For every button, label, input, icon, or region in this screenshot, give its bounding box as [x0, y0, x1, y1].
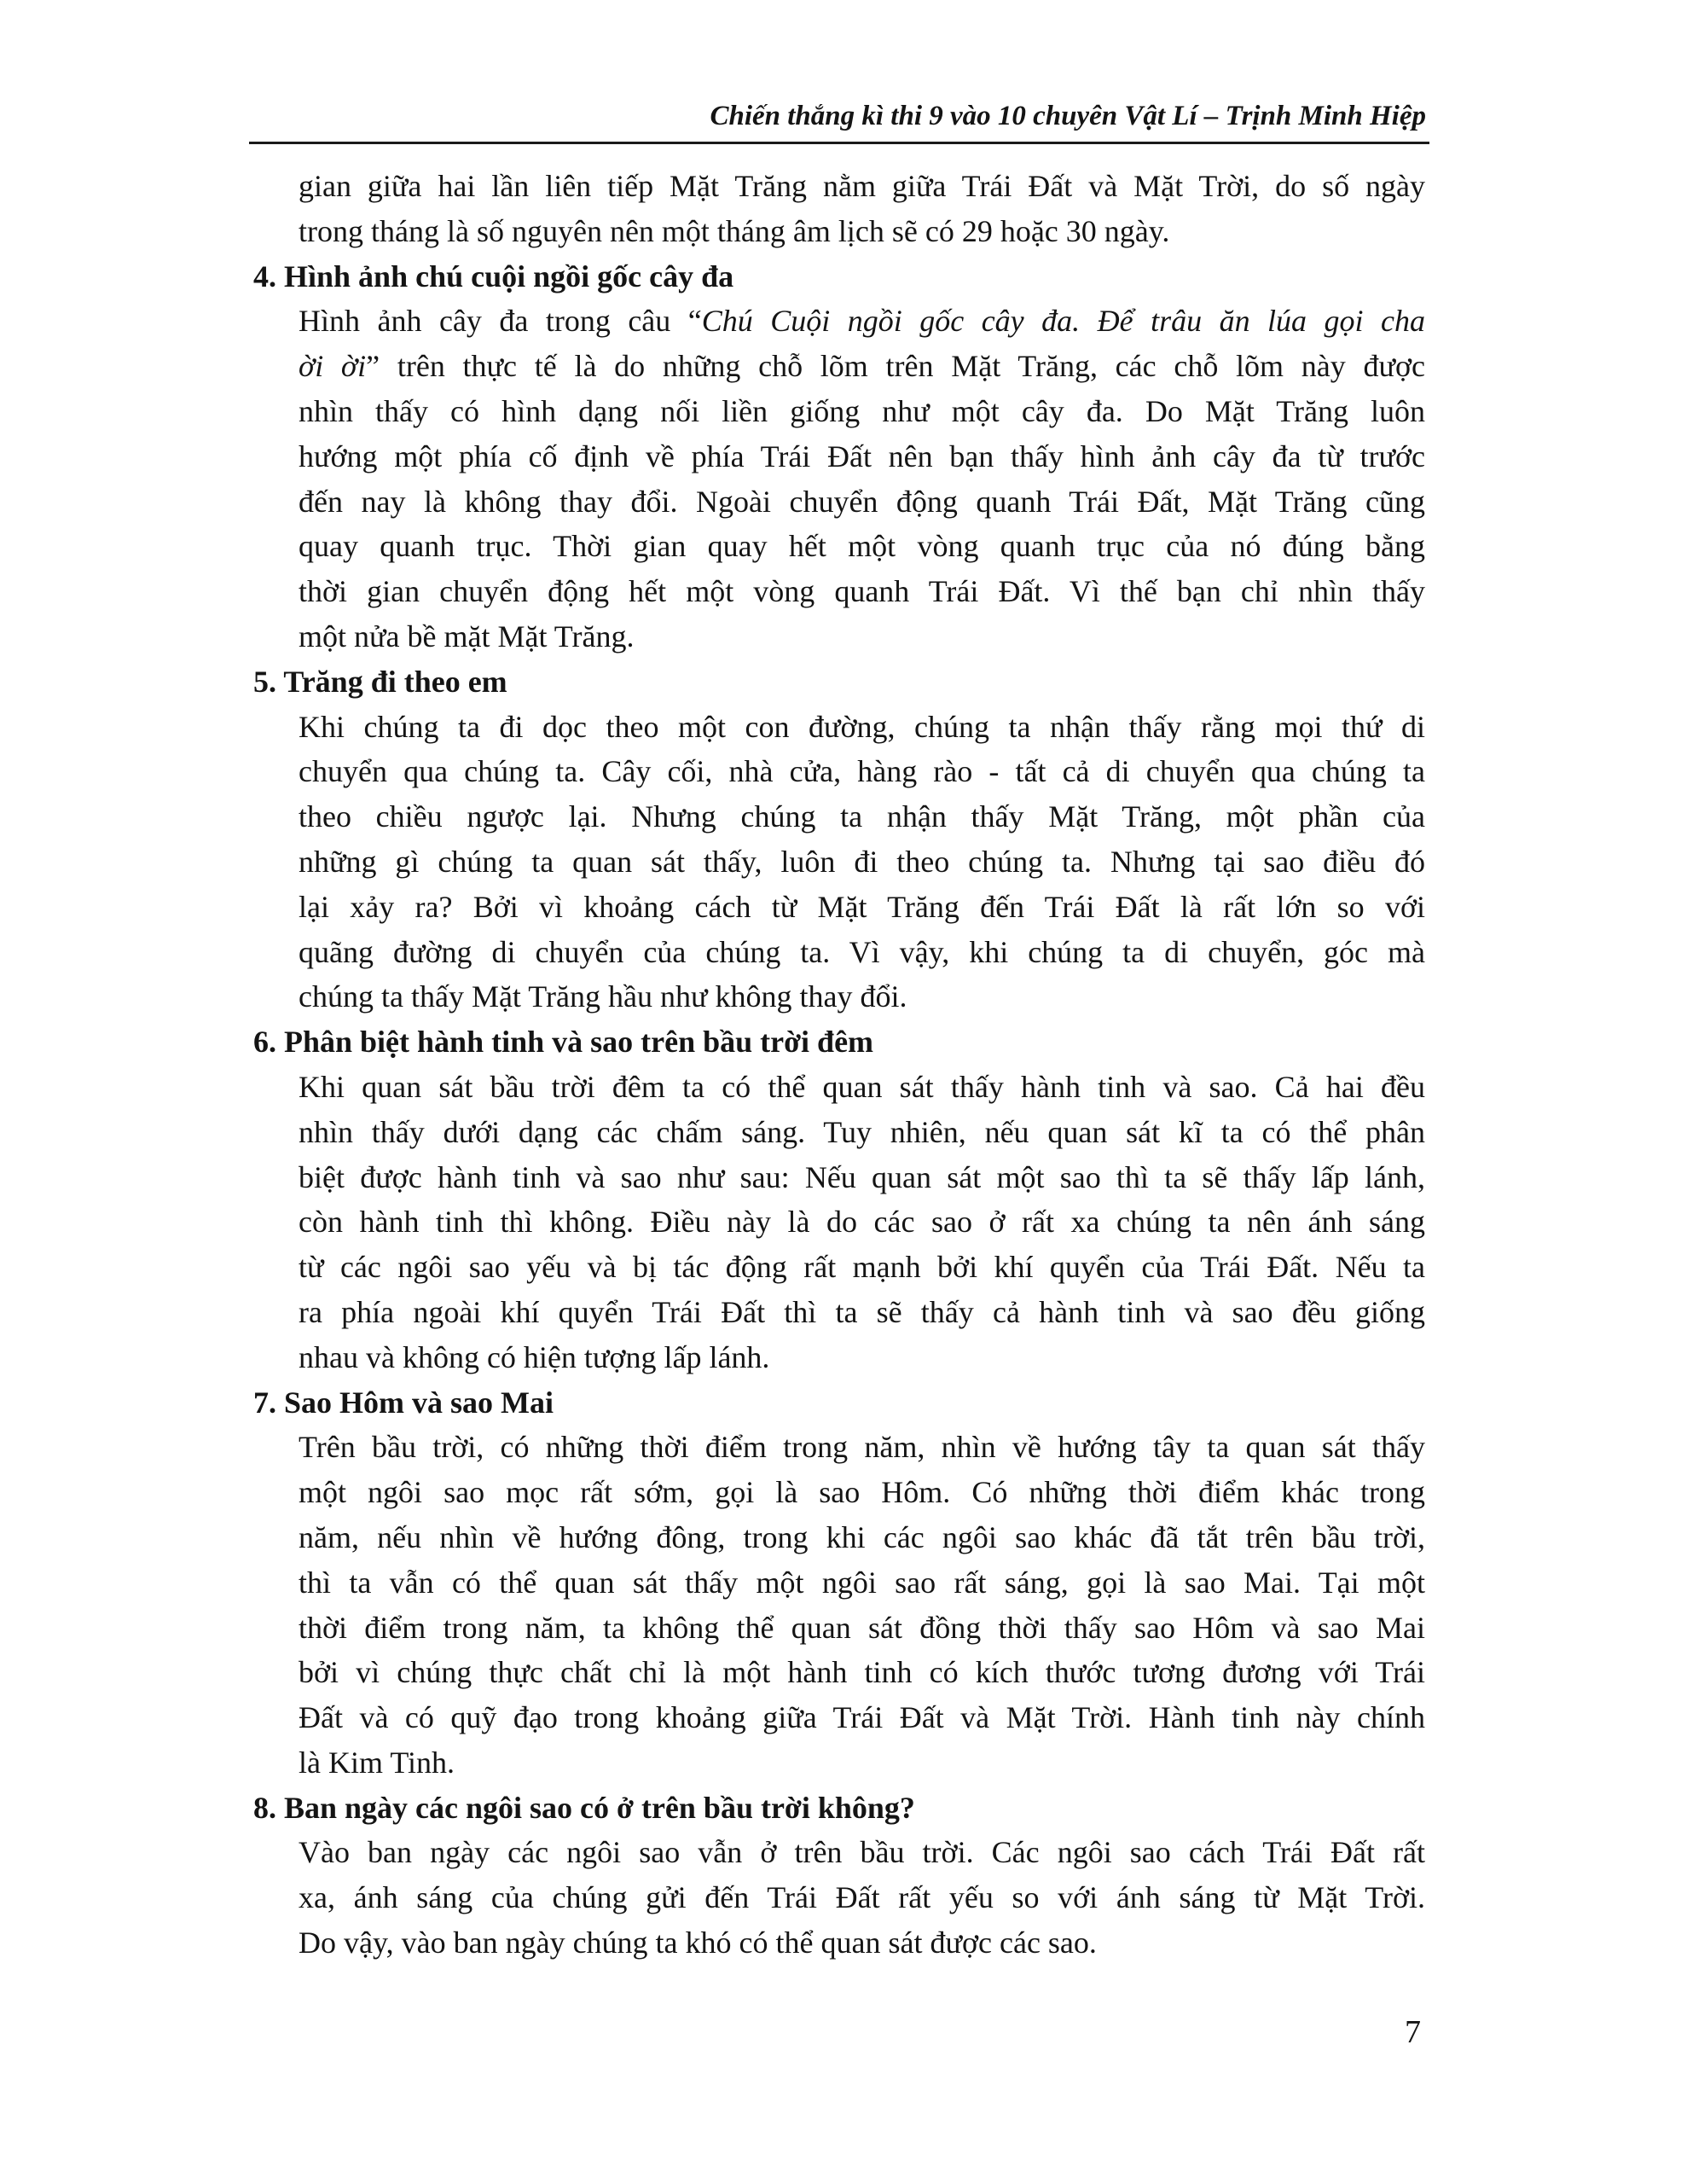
text-line: [299, 299, 1425, 344]
section-heading: 7. Sao Hôm và sao Mai: [253, 1385, 554, 1420]
text-line: quãng đường di chuyển của chúng ta. Vì vậy, khi chúng ta di chuyển, góc mà: [299, 934, 1425, 969]
section-heading: 4. Hình ảnh chú cuội ngồi gốc cây đa: [253, 258, 734, 293]
text-line: thời điểm trong năm, ta không thể quan sát đồng thời thấy sao Hôm và sao Mai: [299, 1610, 1425, 1645]
text-line: những gì chúng ta quan sát thấy, luôn đi theo chúng ta. Nhưng tại sao điều đó: [299, 844, 1425, 879]
page-body: [253, 164, 1425, 1966]
text-line: Vào ban ngày các ngôi sao vẫn ở trên bầu trời. Các ngôi sao cách Trái Đất rất: [299, 1835, 1425, 1870]
text-line: ra phía ngoài khí quyển Trái Đất thì ta sẽ thấy cả hành tinh và sao đều giống: [299, 1294, 1425, 1329]
text-line: đến nay là không thay đổi. Ngoài chuyển động quanh Trái Đất, Mặt Trăng cũng: [299, 484, 1425, 519]
text-line: nhìn thấy có hình dạng nối liền giống như một cây đa. Do Mặt Trăng luôn: [299, 393, 1425, 428]
text-line: bởi vì chúng thực chất chỉ là một hành tinh có kích thước tương đương với Trái: [299, 1655, 1425, 1690]
text-segment: Hình ảnh cây đa trong câu “: [299, 304, 702, 339]
text-line: nhau và không có hiện tượng lấp lánh.: [299, 1339, 770, 1374]
text-line: từ các ngôi sao yếu và bị tác động rất mạnh bởi khí quyển của Trái Đất. Nếu ta: [299, 1250, 1425, 1285]
text-line: [299, 344, 1425, 389]
section-heading: 6. Phân biệt hành tinh và sao trên bầu trời đêm: [253, 1025, 874, 1060]
text-line: xa, ánh sáng của chúng gửi đến Trái Đất rất yếu so với ánh sáng từ Mặt Trời.: [299, 1880, 1425, 1915]
text-line: nhìn thấy dưới dạng các chấm sáng. Tuy nhiên, nếu quan sát kĩ ta có thể phân: [299, 1114, 1425, 1149]
text-line: Trên bầu trời, có những thời điểm trong năm, nhìn về hướng tây ta quan sát thấy: [299, 1430, 1425, 1465]
text-line: biệt được hành tinh và sao như sau: Nếu quan sát một sao thì ta sẽ thấy lấp lánh,: [299, 1159, 1425, 1194]
text-line: gian giữa hai lần liên tiếp Mặt Trăng nằm giữa Trái Đất và Mặt Trời, do số ngày: [299, 169, 1425, 203]
page-number: 7: [1405, 2014, 1421, 2050]
text-line: theo chiều ngược lại. Nhưng chúng ta nhận thấy Mặt Trăng, một phần của: [299, 799, 1425, 834]
text-line: năm, nếu nhìn về hướng đông, trong khi các ngôi sao khác đã tắt trên bầu trời,: [299, 1519, 1425, 1554]
text-line: Đất và có quỹ đạo trong khoảng giữa Trái Đất và Mặt Trời. Hành tinh này chính: [299, 1700, 1425, 1735]
section-heading: 5. Trăng đi theo em: [253, 664, 507, 699]
text-line: chúng ta thấy Mặt Trăng hầu như không thay đổi.: [299, 979, 907, 1014]
text-line: một nửa bề mặt Mặt Trăng.: [299, 619, 635, 653]
text-line: thì ta vẫn có thể quan sát thấy một ngôi sao rất sáng, gọi là sao Mai. Tại một: [299, 1565, 1425, 1600]
text-line: còn hành tinh thì không. Điều này là do các sao ở rất xa chúng ta nên ánh sáng: [299, 1205, 1425, 1240]
text-line: Khi quan sát bầu trời đêm ta có thể quan sát thấy hành tinh và sao. Cả hai đều: [299, 1069, 1425, 1104]
running-header: Chiến thắng kì thi 9 vào 10 chuyên Vật Lí – Trịnh Minh Hiệp: [710, 101, 1426, 131]
text-line: Do vậy, vào ban ngày chúng ta khó có thể quan sát được các sao.: [299, 1926, 1097, 1960]
italic-quote: Chú Cuội ngồi gốc cây đa. Để trâu ăn lúa gọi cha: [701, 304, 1425, 339]
text-line: hướng một phía cố định về phía Trái Đất nên bạn thấy hình ảnh cây đa từ trước: [299, 439, 1425, 473]
header-divider: [249, 142, 1429, 144]
text-line: quay quanh trục. Thời gian quay hết một vòng quanh trục của nó đúng bằng: [299, 529, 1425, 564]
text-line: Khi chúng ta đi dọc theo một con đường, chúng ta nhận thấy rằng mọi thứ di: [299, 709, 1425, 744]
section-heading: 8. Ban ngày các ngôi sao có ở trên bầu trời không?: [253, 1790, 915, 1825]
text-line: thời gian chuyển động hết một vòng quanh Trái Đất. Vì thế bạn chỉ nhìn thấy: [299, 574, 1425, 609]
text-line: một ngôi sao mọc rất sớm, gọi là sao Hôm. Có những thời điểm khác trong: [299, 1475, 1425, 1510]
text-line: lại xảy ra? Bởi vì khoảng cách từ Mặt Trăng đến Trái Đất là rất lớn so với: [299, 889, 1425, 924]
italic-quote: ời ời: [299, 349, 367, 384]
text-line: trong tháng là số nguyên nên một tháng âm lịch sẽ có 29 hoặc 30 ngày.: [299, 213, 1170, 248]
text-line: chuyển qua chúng ta. Cây cối, nhà cửa, hàng rào - tất cả di chuyển qua chúng ta: [299, 754, 1425, 789]
text-line: là Kim Tinh.: [299, 1745, 455, 1780]
text-segment: ” trên thực tế là do những chỗ lõm trên Mặt Trăng, các chỗ lõm này được: [366, 349, 1425, 384]
